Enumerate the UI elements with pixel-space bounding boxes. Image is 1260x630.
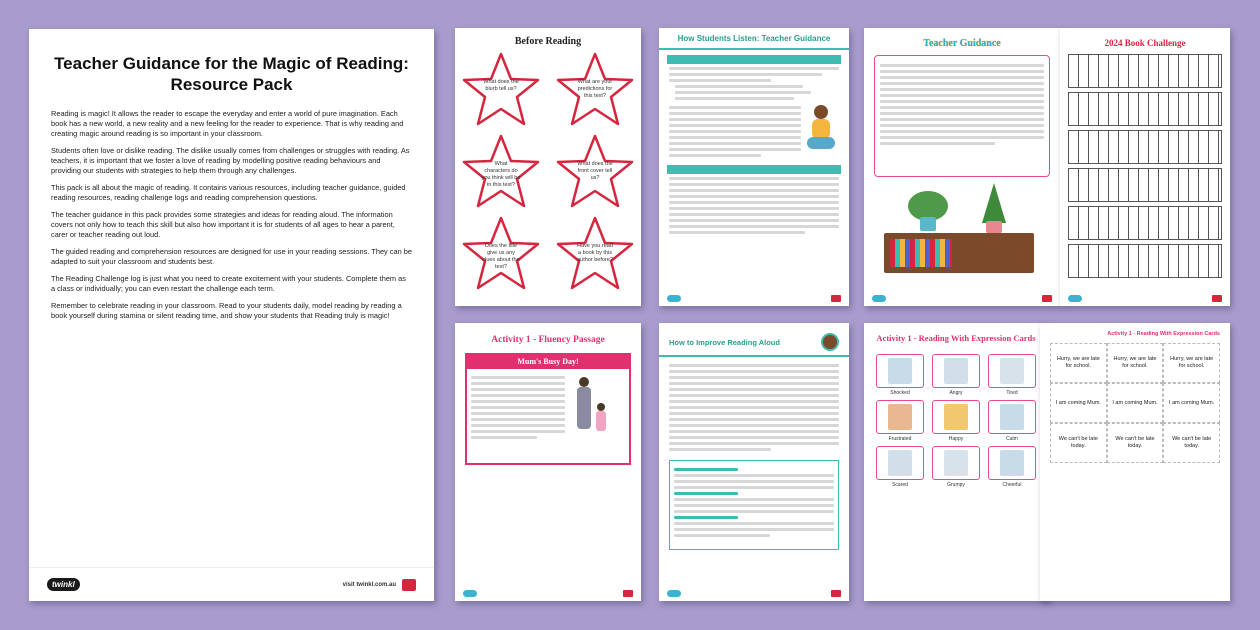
sentence-cards-page [1040,323,1230,601]
sentence-cell: Hurry, we are late for school. [1050,343,1107,383]
page-title: Before Reading [514,36,582,47]
expression-cards-page [864,323,1048,601]
page-footer [455,585,641,601]
fluency-passage-page [455,323,641,601]
expression-card: Grumpy [932,446,980,488]
girl-illustration [805,103,839,153]
cover-paragraph: The teacher guidance in this pack provides some strategies and ideas for reading aloud. The information covers not only how to teach this skill but also how important it is for students of all ages to hear a parent, carer or teacher reading out loud. [51,210,395,239]
question-star [461,133,541,211]
sentence-cell: We can't be late today. [1163,423,1220,463]
page-title: How Students Listen: Teacher Guidance [659,28,849,50]
star-question: What characters do you think will be in this text? [481,161,521,188]
story-title: Mum's Busy Day! [467,355,629,369]
question-star [461,215,541,293]
expression-card: Tired [988,354,1036,396]
cover-paragraph: The Reading Challenge log is just what you need to create excitement with your students. Complete them as a class or individually; you can even restart the challenge each term. [51,274,406,293]
star-question: Does the title give us any clues about the text? [482,243,520,270]
section-band [667,165,841,174]
expression-card: Cheerful [988,446,1036,488]
star-grid [455,47,641,297]
question-star [461,51,541,129]
cover-paragraph: Remember to celebrate reading in your classroom. Read to your students daily, model reading by reading a book yourself during stamina or silent reading time, and show your students that Reading truly is magic! [51,301,402,320]
section-band [667,55,841,64]
cover-paragraph: Reading is magic! It allows the reader to escape the everyday and enter a world of pure imagination. Each book has a new world, a new reality and a new feeling for the reader to experience. That is why reading and creating magic around reading is so important in your classroom. [51,109,404,138]
expression-card: Happy [932,400,980,442]
star-question: What does the blurb tell us? [483,79,519,92]
star-question: What are your predictions for this text? [577,79,613,99]
guidance-text-box [874,55,1050,177]
sentence-cell: We can't be late today. [1050,423,1107,463]
page-title: Activity 1 - Fluency Passage [491,335,605,345]
cover-paragraph: The guided reading and comprehension resources are designed for use in your reading sessions. They can be adapted to suit your classroom and students best. [51,247,412,266]
teacher-guidance-page [864,28,1060,306]
page-title: Activity 1 - Reading With Expression Cards [1107,331,1220,337]
mum-and-child-illustration [565,373,625,442]
sentence-cell: I am coming Mum. [1163,383,1220,423]
expression-card: Calm [988,400,1036,442]
cover-footer [29,567,434,601]
star-question: Have you read a book by this author before? [577,243,613,263]
reading-aloud-page [659,323,849,601]
page-title: 2024 Book Challenge [1104,38,1186,48]
tips-box [669,460,839,550]
cover-page [29,29,434,601]
page-footer [659,290,849,306]
bookshelf-grid [1060,48,1230,288]
star-question: What does the front cover tell us? [577,161,613,181]
twinkl-logo: twinkl [47,578,80,591]
page-title: How to Improve Reading Aloud [669,337,780,347]
quality-seal-icon [402,579,416,591]
sentence-cell: Hurry, we are late for school. [1107,343,1164,383]
sentence-grid [1040,343,1230,463]
cover-paragraph: This pack is all about the magic of reading. It contains various resources, including teacher guidance, guided reading resources, reading challenge logs and reading comprehension questions. [51,183,406,202]
sentence-cell: I am coming Mum. [1050,383,1107,423]
footer-url: visit twinkl.com.au [342,581,396,588]
book-challenge-page [1060,28,1230,306]
page-footer [1060,290,1230,306]
cover-paragraph: Students often love or dislike reading. The dislike usually comes from challenges or struggles with reading. As teachers, it is important that we foster a love of reading by modelling positive reading behaviours and providing our students with strategies to help them through any challenges. [51,146,410,175]
expression-card-grid [864,354,1048,488]
plant-shelf-illustration [864,183,1060,293]
expression-card: Angry [932,354,980,396]
question-star [555,133,635,211]
sentence-cell: Hurry, we are late for school. [1163,343,1220,383]
page-title: Activity 1 - Reading With Expression Cards [876,333,1036,343]
question-star [555,51,635,129]
sentence-cell: I am coming Mum. [1107,383,1164,423]
before-reading-page [455,28,641,306]
expression-card: Scared [876,446,924,488]
listen-guidance-page [659,28,849,306]
avatar [821,333,839,351]
expression-card: Frustrated [876,400,924,442]
page-footer [864,290,1060,306]
passage-box [465,353,631,465]
sentence-cell: We can't be late today. [1107,423,1164,463]
page-title: Teacher Guidance [923,38,1001,49]
cover-title: Teacher Guidance for the Magic of Reading: Resource Pack [54,54,409,94]
page-footer [659,585,849,601]
expression-card: Shocked [876,354,924,396]
question-star [555,215,635,293]
